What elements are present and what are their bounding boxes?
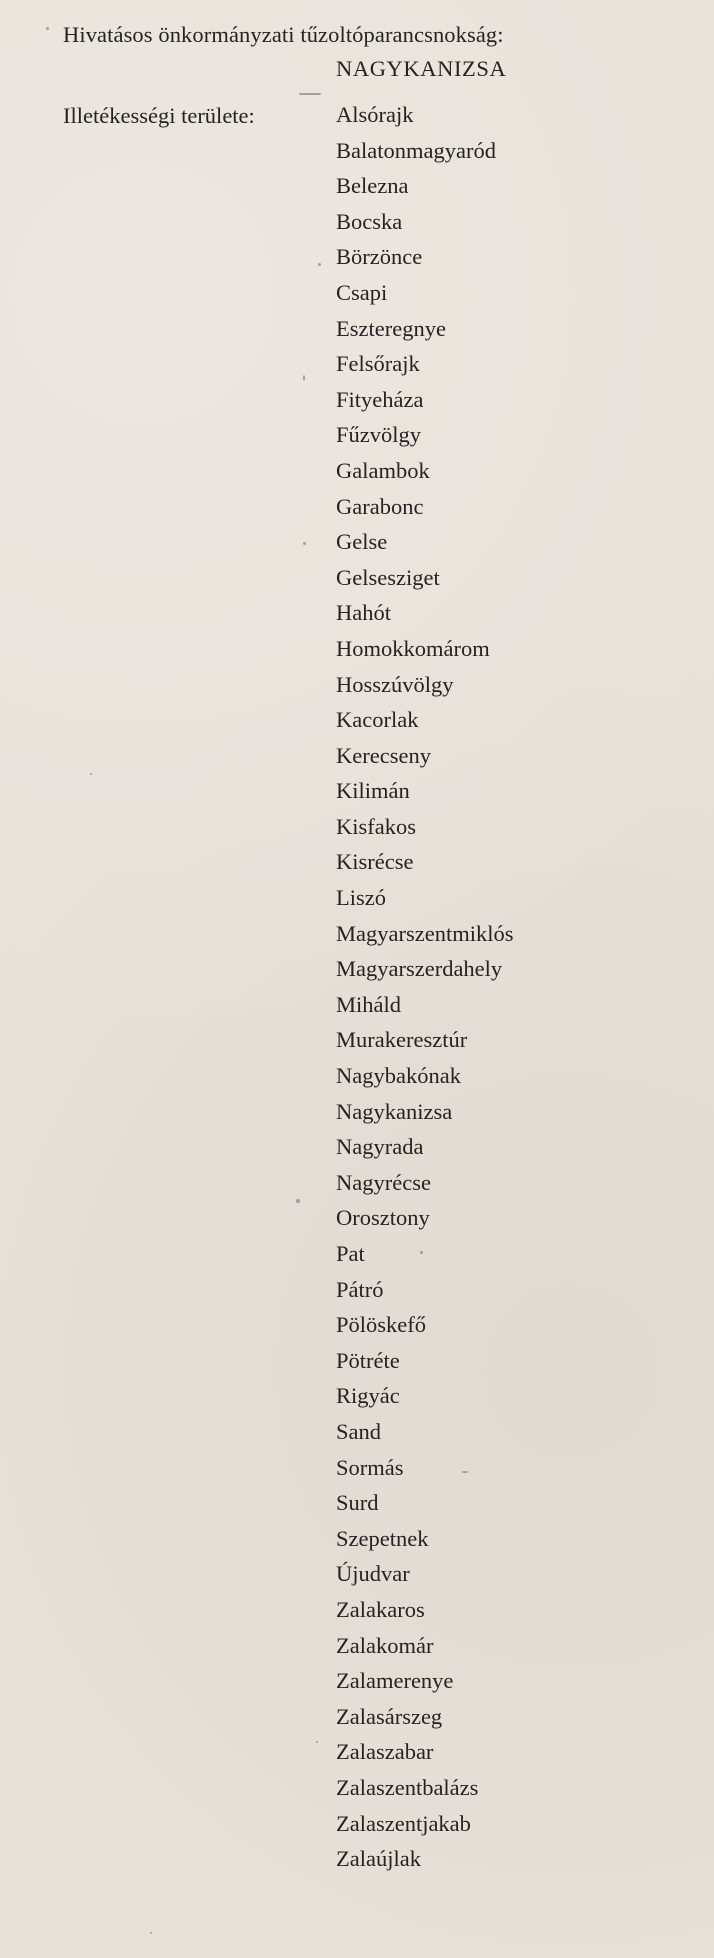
town-item: Zalasárszeg	[336, 1703, 443, 1729]
town-item: Nagybakónak	[336, 1063, 461, 1089]
town-item: Kacorlak	[336, 707, 419, 733]
town-item: Rigyác	[336, 1383, 400, 1409]
town-item: Gelsesziget	[336, 564, 440, 590]
town-item: Pötréte	[336, 1347, 400, 1373]
scan-speck	[420, 1251, 423, 1254]
town-item: Liszó	[336, 885, 386, 911]
town-item: Kisfakos	[336, 813, 416, 839]
town-item: Zalaszabar	[336, 1739, 434, 1765]
town-item: Csapi	[336, 279, 388, 305]
scan-speck	[90, 773, 92, 775]
town-item: Kilimán	[336, 778, 410, 804]
authority-heading: Hivatásos önkormányzati tűzoltóparancsnokság:	[63, 22, 504, 47]
town-item: Homokkomárom	[336, 635, 490, 661]
scan-speck	[296, 1199, 300, 1203]
town-item: Murakeresztúr	[336, 1027, 468, 1053]
town-item: Zalaújlak	[336, 1846, 421, 1872]
town-item: Szepetnek	[336, 1525, 429, 1551]
town-item: Magyarszerdahely	[336, 956, 503, 982]
scan-speck	[303, 542, 306, 545]
town-item: Pátró	[336, 1276, 384, 1302]
town-item: Alsórajk	[336, 102, 414, 127]
town-item: Eszteregnye	[336, 315, 446, 341]
town-item: Fityeháza	[336, 386, 424, 412]
town-item: Felsőrajk	[336, 351, 420, 377]
town-item: Bocska	[336, 208, 403, 234]
scan-speck	[150, 1932, 152, 1934]
town-item: Börzönce	[336, 244, 423, 270]
town-item: Miháld	[336, 991, 401, 1017]
town-item: Magyarszentmiklós	[336, 920, 514, 946]
scan-speck	[299, 93, 321, 95]
town-item: Belezna	[336, 173, 409, 199]
town-item: Újudvar	[336, 1561, 410, 1587]
town-item: Galambok	[336, 457, 430, 483]
town-item: Garabonc	[336, 493, 424, 519]
town-item: Surd	[336, 1490, 379, 1516]
town-item: Zalaszentjakab	[336, 1810, 471, 1836]
scan-speck	[46, 27, 49, 30]
town-item: Nagyrada	[336, 1134, 424, 1160]
town-item: Kerecseny	[336, 742, 431, 768]
territory-label: Illetékességi területe:	[63, 103, 255, 128]
town-item: Hosszúvölgy	[336, 671, 454, 697]
town-item: Gelse	[336, 529, 388, 555]
town-item: Sormás	[336, 1454, 404, 1480]
town-item: Zalaszentbalázs	[336, 1774, 479, 1800]
town-item: Nagykanizsa	[336, 1098, 453, 1124]
scan-speck	[318, 263, 321, 266]
town-item: Fűzvölgy	[336, 422, 422, 448]
town-item: Orosztony	[336, 1205, 430, 1231]
town-item: Kisrécse	[336, 849, 414, 875]
town-list	[336, 103, 513, 1883]
city-heading: NAGYKANIZSA	[336, 56, 507, 81]
town-item: Pölöskefő	[336, 1312, 426, 1338]
town-item: Sand	[336, 1418, 381, 1444]
town-item: Balatonmagyaród	[336, 137, 496, 163]
town-item: Zalakaros	[336, 1596, 425, 1622]
town-item: Zalakomár	[336, 1632, 434, 1658]
scan-speck	[316, 1741, 318, 1743]
town-item: Pat	[336, 1241, 365, 1266]
scan-speck	[303, 375, 305, 381]
town-item: Nagyrécse	[336, 1169, 431, 1195]
scan-speck	[462, 1471, 468, 1473]
town-item: Zalamerenye	[336, 1668, 454, 1694]
town-item: Hahót	[336, 600, 391, 626]
